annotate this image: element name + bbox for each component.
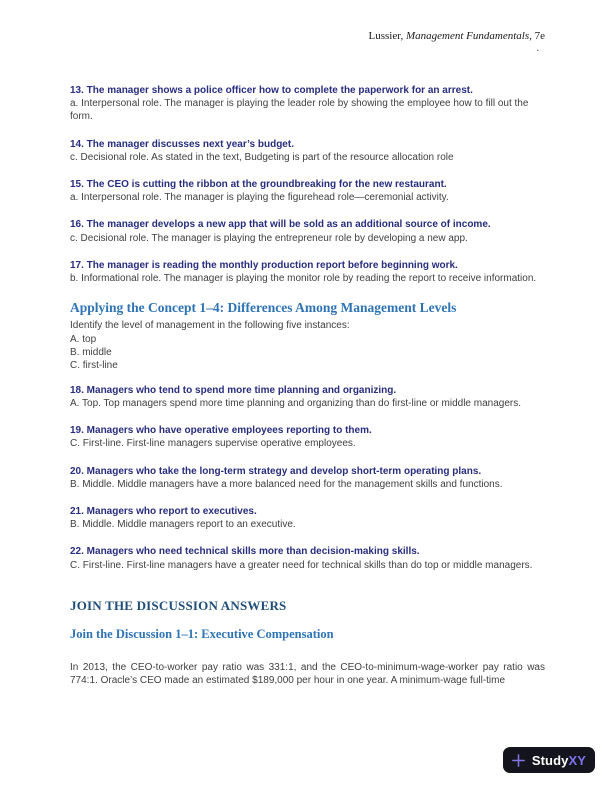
header-edition: 7e — [531, 30, 545, 42]
question-text: 19. Managers who have operative employees reporting to them. — [70, 425, 372, 437]
qa-item-21 — [70, 505, 545, 531]
qa-item-14 — [70, 138, 545, 164]
qa-item-20 — [70, 465, 545, 491]
question-text: 14. The manager discusses next year’s budget. — [70, 138, 294, 150]
answer-text: C. First-line. First-line managers supervise operative employees. — [70, 438, 356, 450]
option-b: B. middle — [70, 347, 112, 359]
answer-text: a. Interpersonal role. The manager is playing the leader role by showing the employee how to fill out the form. — [70, 98, 529, 123]
answer-text: A. Top. Top managers spend more time planning and organizing than do first-line or middle managers. — [70, 398, 522, 410]
answer-text: B. Middle. Middle managers have a more balanced need for the management skills and functions. — [70, 478, 503, 490]
answer-text: B. Middle. Middle managers report to an executive. — [70, 519, 296, 531]
header-author: Lussier, — [368, 30, 406, 42]
question-text: 16. The manager develops a new app that will be sold as an additional source of income. — [70, 219, 491, 231]
question-text: 22. Managers who need technical skills more than decision-making skills. — [70, 546, 420, 558]
section-intro: Identify the level of management in the following five instances: — [70, 320, 350, 332]
question-text: 13. The manager shows a police officer how to complete the paperwork for an arrest. — [70, 85, 473, 96]
qa-item-22 — [70, 545, 545, 571]
subsection-heading-executive-compensation: Join the Discussion 1–1: Executive Compensation — [70, 626, 334, 641]
brand-suffix: XY — [568, 752, 586, 768]
plus-icon — [511, 753, 526, 768]
answer-text: b. Informational role. The manager is playing the monitor role by reading the report to receive information. — [70, 273, 537, 285]
header-book-title: Management Fundamentals, — [405, 30, 532, 42]
qa-item-15 — [70, 178, 545, 204]
brand-wordmark — [532, 753, 586, 768]
section-heading-applying-the-concept: Applying the Concept 1–4: Differences Among Management Levels — [70, 300, 457, 316]
question-text: 15. The CEO is cutting the ribbon at the groundbreaking for the new restaurant. — [70, 179, 447, 191]
header-sub-mark: . — [536, 43, 539, 54]
question-text: 17. The manager is reading the monthly production report before beginning work. — [70, 259, 458, 271]
qa-item-18 — [70, 384, 545, 410]
option-c: C. first-line — [70, 360, 118, 372]
option-list — [70, 333, 545, 373]
qa-item-19 — [70, 424, 545, 450]
qa-item-16 — [70, 218, 545, 244]
qa-item-17 — [70, 259, 545, 285]
studyxy-brand-badge[interactable] — [503, 747, 595, 773]
brand-prefix: Study — [531, 752, 569, 768]
question-text: 20. Managers who take the long-term strategy and develop short-term operating plans. — [70, 465, 482, 477]
question-text: 18. Managers who tend to spend more time planning and organizing. — [70, 384, 397, 396]
question-text: 21. Managers who report to executives. — [70, 506, 257, 518]
answer-text: c. Decisional role. The manager is playing the entrepreneur role by developing a new app. — [70, 232, 468, 244]
qa-item-13 — [70, 84, 545, 124]
running-header — [70, 30, 545, 54]
section-heading-join-the-discussion: JOIN THE DISCUSSION ANSWERS — [70, 597, 287, 613]
discussion-paragraph: In 2013, the CEO-to-worker pay ratio was 331:1, and the CEO-to-minimum-wage-worker pay ratio was 774:1. Oracle’s CEO made an estimated $189,000 per hour in one year. A minimum-wage full-time — [70, 661, 545, 687]
answer-text: C. First-line. First-line managers have a greater need for technical skills than do top or middle managers. — [70, 559, 533, 571]
answer-text: c. Decisional role. As stated in the text, Budgeting is part of the resource allocation role — [70, 151, 454, 163]
option-a: A. top — [70, 333, 97, 345]
answer-text: a. Interpersonal role. The manager is playing the figurehead role—ceremonial activity. — [70, 192, 449, 204]
